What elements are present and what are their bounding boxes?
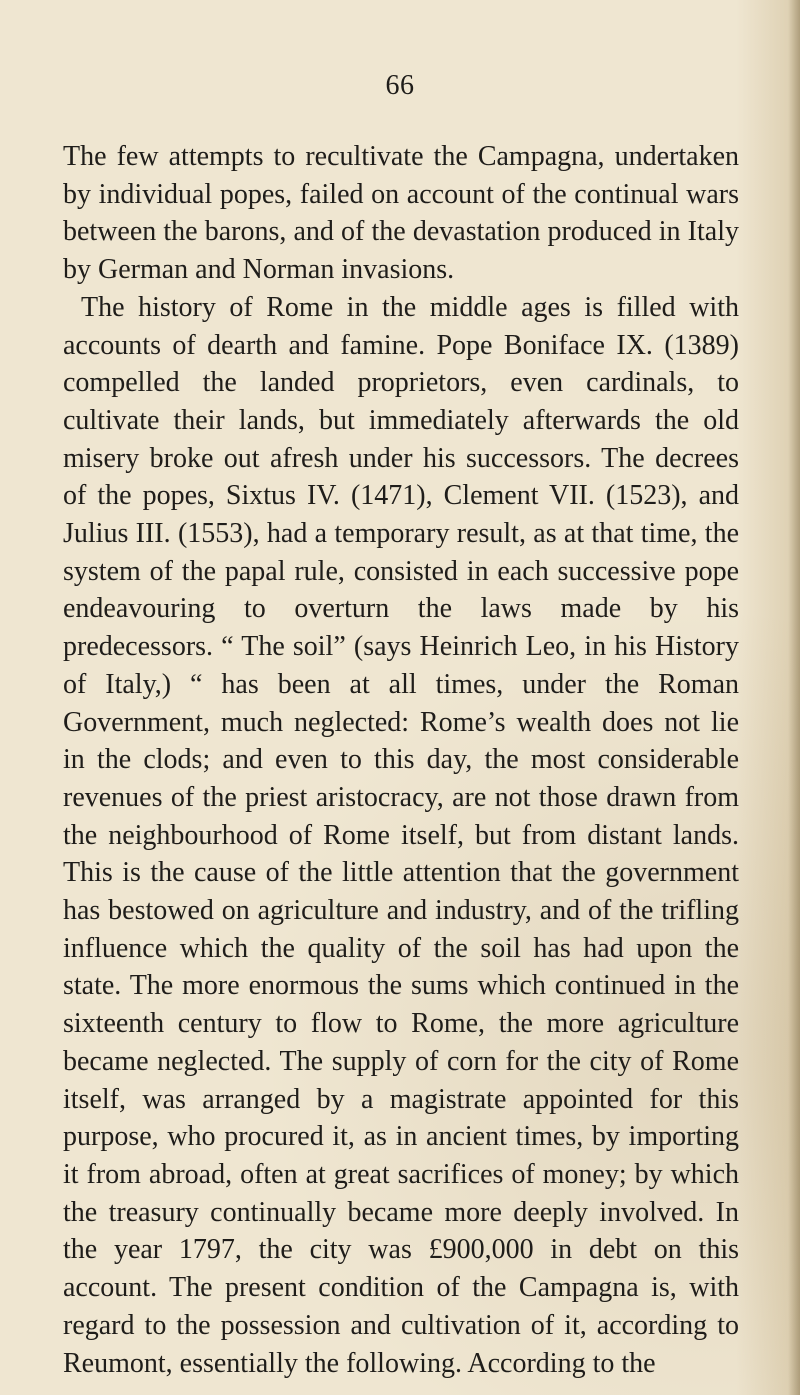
paragraph-2: The history of Rome in the middle ages is filled with accounts of dearth and famine. Pope Boniface IX. (1389) compelled the landed proprietors, even cardinals, to cultivate their lands, but immediately afterwards the old misery broke out afresh under his successors. The decrees of the popes, Sixtus IV. (1471), Clement VII. (1523), and Julius III. (1553), had a temporary result, as at that time, the system of the papal rule, consisted in each successive pope endeavouring to overturn the laws made by his predecessors. “ The soil” (says Heinrich Leo, in his History of Italy,) “ has been at all times, under the Roman Government, much neglected: Rome’s wealth does not lie in the clods; and even to this day, the most considerable revenues of the priest aristocracy, are not those drawn from the neighbourhood of Rome itself, but from distant lands. This is the cause of the little attention that the government has bestowed on agriculture and industry, and of the trifling influence which the quality of the soil has had upon the state. The more enormous the sums which continued in the sixteenth century to flow to Rome, the more agriculture became neglected. The supply of corn for the city of Rome itself, was arranged by a magistrate appointed for this purpose, who procured it, as in ancient times, by importing it from abroad, often at great sacrifices of money; by which the treasury continually became more deeply involved. In the year 1797, the city was £900,000 in debt on this account. The present condition of the Campagna is, with regard to the possession and cultivation of it, according to Reumont, essentially the following. According to the	[63, 291, 739, 1379]
page-number: 66	[385, 70, 415, 101]
body-text	[63, 138, 739, 1382]
paragraph-1: The few attempts to recultivate the Campagna, undertaken by individual popes, failed on account of the continual wars between the barons, and of the devastation produced in Italy by German and Norman invasions.	[63, 141, 739, 286]
page-edge-shadow	[788, 0, 800, 1395]
